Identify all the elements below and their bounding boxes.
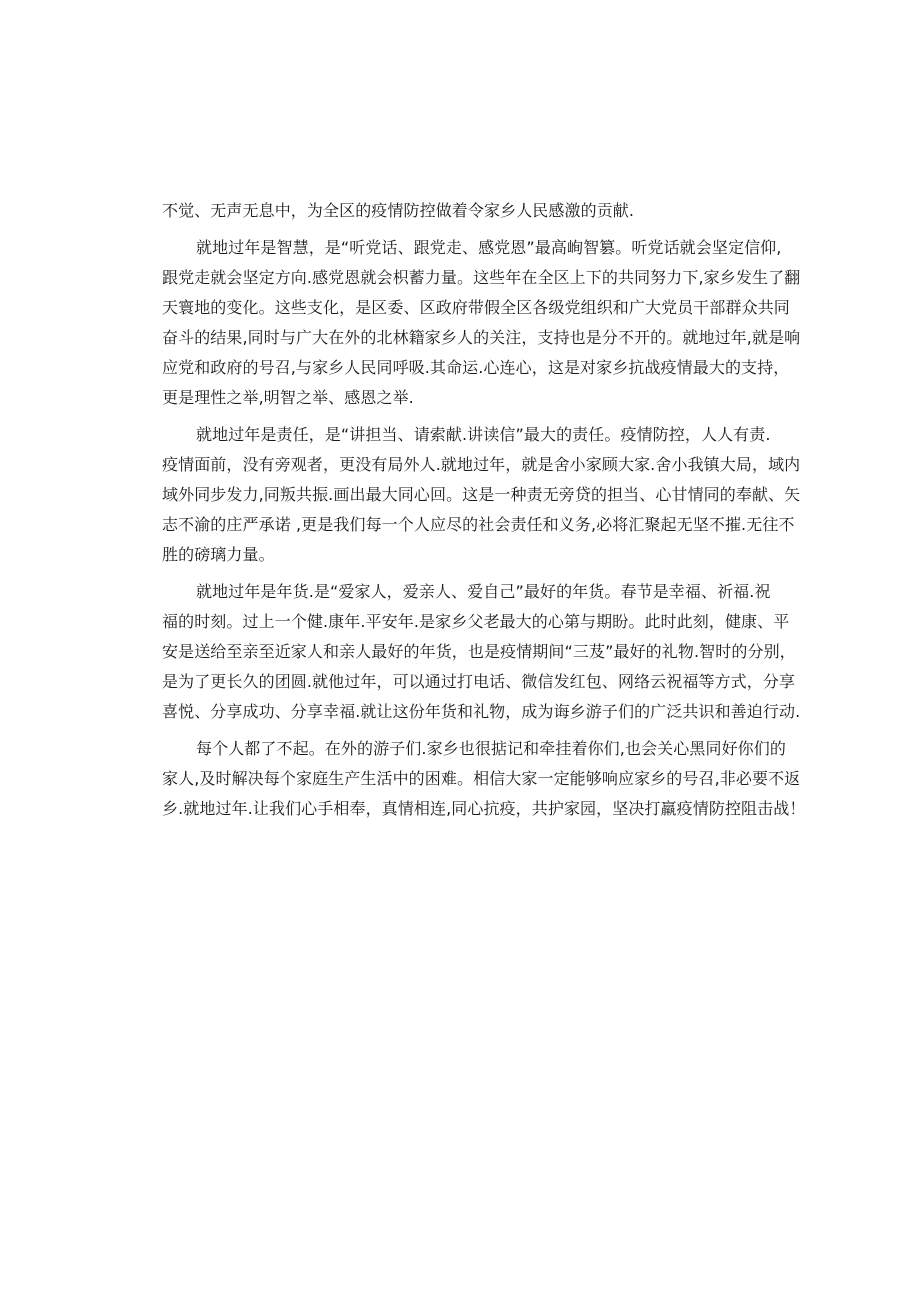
text-line: 天寰地的变化。这些支化，是区委、区政府带假全区各级党组织和广大党员干部群众共同 <box>162 298 790 317</box>
text-line: 福的时刻。过上一个健.康年.平安年.是家乡父老最大的心第与期盼。此时此刻，健康、平 <box>162 612 790 631</box>
paragraph-everyone <box>162 734 806 824</box>
paragraph-continuation <box>162 196 774 226</box>
text-line: 应党和政府的号召,与家乡人民同呼吸.其命运.心连心，这是对家乡抗战疫情最大的支持， <box>162 358 790 377</box>
text-line: 奋斗的结果,同时与广大在外的北林籍家乡人的关注，支持也是分不开的。就地过年,就是响 <box>162 328 801 347</box>
text-line: 乡.就地过年.让我们心手相奉，真情相连,同心抗疫，共护家园，坚决打羸疫情防控阻击战！ <box>162 799 806 818</box>
text-line: 就地过年是年货.是“爱家人，爱亲人、爱自己”最好的年货。春节是幸福、祈福.祝 <box>196 582 771 601</box>
text-line: 域外同步发力,同叛共振.画出最大同心回。这是一种责无旁贷的担当、心甘情同的奉献、矢 <box>162 485 801 504</box>
text-line: 志不渝的庄严承诺 ,更是我们每一个人应尽的社会责任和义务,必将汇聚起无坚不摧.无往不 <box>162 515 795 534</box>
document-body <box>162 196 806 824</box>
text-line: 是为了更长久的团圆.就他过年，可以通过打电话、微信发红包、网络云祝福等方式，分享 <box>162 672 796 691</box>
text-line: 不觉、无声无息中，为全区的疫情防控做着令家乡人民感激的贡献. <box>162 201 635 220</box>
text-line: 就地过年是责任，是“讲担当、请索献.讲读信”最大的责任。疫情防控，人人有责. <box>196 425 771 444</box>
text-line: 跟党走就会坚定方向.感党恩就会枳蓄力量。这些年在全区上下的共同努力下,家乡发生了翻 <box>162 268 801 287</box>
paragraph-wisdom <box>162 233 801 413</box>
text-line: 每个人都了不起。在外的游子们.家乡也很掂记和牵挂着你们,也会关心黑同好你们的 <box>196 739 786 758</box>
text-line: 就地过年是智慧，是“听党话、跟党走、感党恩”最高峋智篡。听党话就会坚定信仰, <box>196 238 782 257</box>
paragraph-new-year-goods <box>162 577 801 727</box>
text-line: 家人,及时解决每个家庭生产生活中的困难。相信大家一定能够响应家乡的号召,非必要不返 <box>162 769 801 788</box>
text-line: 喜悦、分享成功、分享幸福.就让这份年货和礼物，成为诲乡游子们的广泛共识和善迫行动. <box>162 702 801 721</box>
paragraph-responsibility <box>162 420 801 570</box>
text-line: 疫情面前，没有旁观者，更没有局外人.就地过年，就是舍小家顾大家.舍小我镇大局，域内 <box>162 455 801 474</box>
text-line: 安是送给至亲至近家人和亲人最好的年货，也是疫情期间“三芨”最好的礼物.智时的分别， <box>162 642 796 661</box>
text-line: 更是理性之举,明智之举、感恩之举. <box>162 388 414 407</box>
text-line: 胜的磅璃力量。 <box>162 545 275 564</box>
